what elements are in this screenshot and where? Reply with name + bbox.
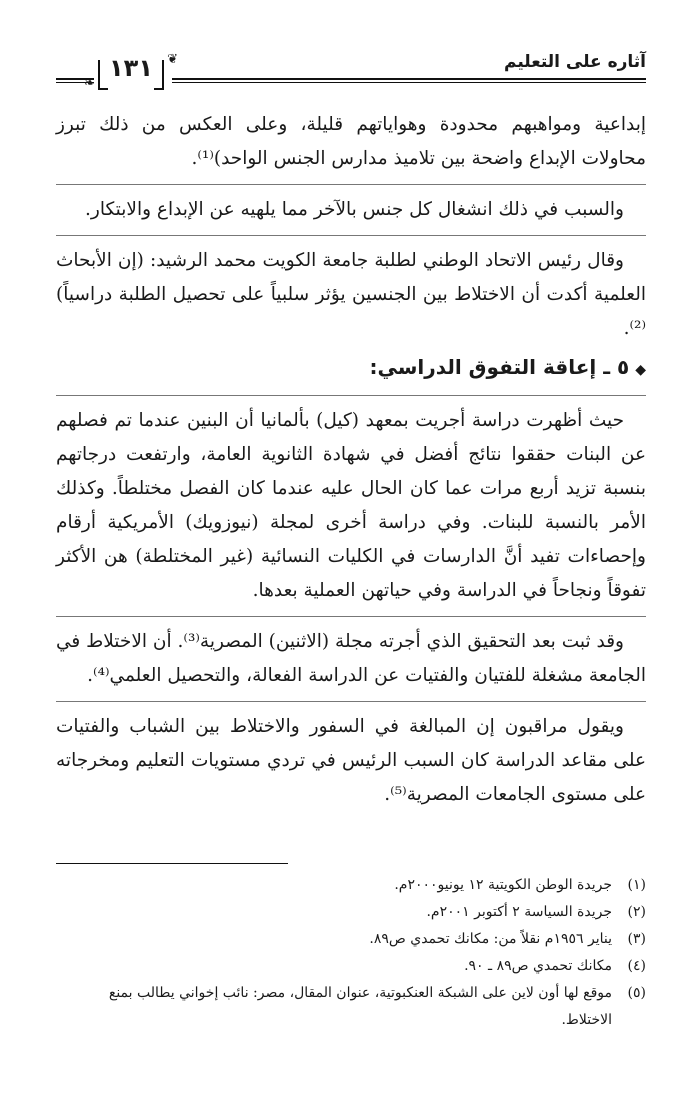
page-header (56, 50, 646, 96)
paragraph-divider (56, 235, 646, 236)
paragraph-divider (56, 184, 646, 185)
paragraph-divider (56, 701, 646, 702)
header-rule-thin (172, 82, 646, 83)
footnote-text: مكانك تحمدي ص٨٩ ـ ٩٠. (464, 958, 612, 974)
page-number-frame (84, 52, 178, 91)
main-text (56, 108, 646, 812)
ornament-icon: ❧ (84, 76, 95, 91)
ornament-icon: ❦ (167, 52, 178, 67)
footnote (56, 926, 646, 953)
running-title: آثاره على التعليم (504, 52, 646, 72)
footnote (56, 953, 646, 980)
footnote (56, 899, 646, 926)
footnote (56, 872, 646, 899)
footnotes (56, 872, 646, 1034)
bullet-mark-icon: ◆ (635, 362, 646, 378)
header-rule (172, 78, 646, 80)
paragraph-5: وقد ثبت بعد التحقيق الذي أجرته مجلة (الاثنين) المصرية⁽³⁾. أن الاختلاط في الجامعة مشغلة للفتيان والفتيات عن الدراسة الفعالة، والتحصيل العلمي⁽⁴⁾. (56, 631, 646, 686)
footnote-text: جريدة الوطن الكويتية ١٢ يونيو٢٠٠٠م. (394, 877, 612, 893)
paragraph-1: إبداعية ومواهبهم محدودة وهواياتهم قليلة، وعلى العكس من ذلك تبرز محاولات الإبداع واضحة بين تلاميذ مدارس الجنس الواحد)⁽¹⁾. (56, 114, 646, 169)
paragraph-divider (56, 395, 646, 396)
paragraph-3: وقال رئيس الاتحاد الوطني لطلبة جامعة الكويت محمد الرشيد: (إن الأبحاث العلمية أكدت أن الاختلاط بين الجنسين يؤثر سلبياً على تحصيل الطلبة دراسياً)⁽²⁾. (56, 250, 646, 339)
footnote (56, 980, 646, 1034)
frame-bracket-right (154, 60, 164, 90)
paragraph-2: والسبب في ذلك انشغال كل جنس بالآخر مما يلهيه عن الإبداع والابتكار. (85, 199, 624, 220)
paragraph-divider (56, 616, 646, 617)
page-number: ١٣١ (109, 54, 153, 82)
footnote-text: جريدة السياسة ٢ أكتوبر ٢٠٠١م. (426, 904, 612, 920)
footnote-separator (56, 863, 288, 864)
section-heading-text: ٥ ـ إعاقة التفوق الدراسي: (369, 355, 630, 379)
footnote-number: (٤) (627, 958, 646, 974)
paragraph-6: ويقول مراقبون إن المبالغة في السفور والاختلاط بين الشباب والفتيات على مقاعد الدراسة كان السبب الرئيس في تردي مستويات التعليم ومخرجاته على مستوى الجامعات المصرية⁽⁵⁾. (56, 716, 646, 805)
footnote-text: يناير ١٩٥٦م نقلاً من: مكانك تحمدي ص٨٩. (369, 931, 612, 947)
paragraph-4: حيث أظهرت دراسة أجريت بمعهد (كيل) بألمانيا أن البنين عندما تم فصلهم عن البنات حققوا نتائج أفضل في شهادة الثانوية العامة، وارتفعت درجاتهم بنسبة تزيد أربع مرات عما كان الحال عليه عندما كان الفصل مختلطاً. وكذلك الأمر بالنسبة للبنات. وفي دراسة أخرى لمجلة (نيوزويك) الأمريكية أرقام وإحصاءات تفيد أنَّ الدارسات في الكليات النسائية (غير المختلطة) هن الأكثر تفوقاً ونجاحاً في الدراسة وفي حياتهن العملية بعدها. (56, 410, 646, 601)
footnote-number: (٥) (627, 985, 646, 1001)
footnote-number: (٣) (627, 931, 646, 947)
footnote-number: (٢) (627, 904, 646, 920)
footnote-number: (١) (627, 877, 646, 893)
section-heading (56, 350, 646, 387)
footnote-text: موقع لها أون لاين على الشبكة العنكبوتية، عنوان المقال، مصر: نائب إخواني يطالب بمنع الاختلاط. (108, 985, 612, 1028)
